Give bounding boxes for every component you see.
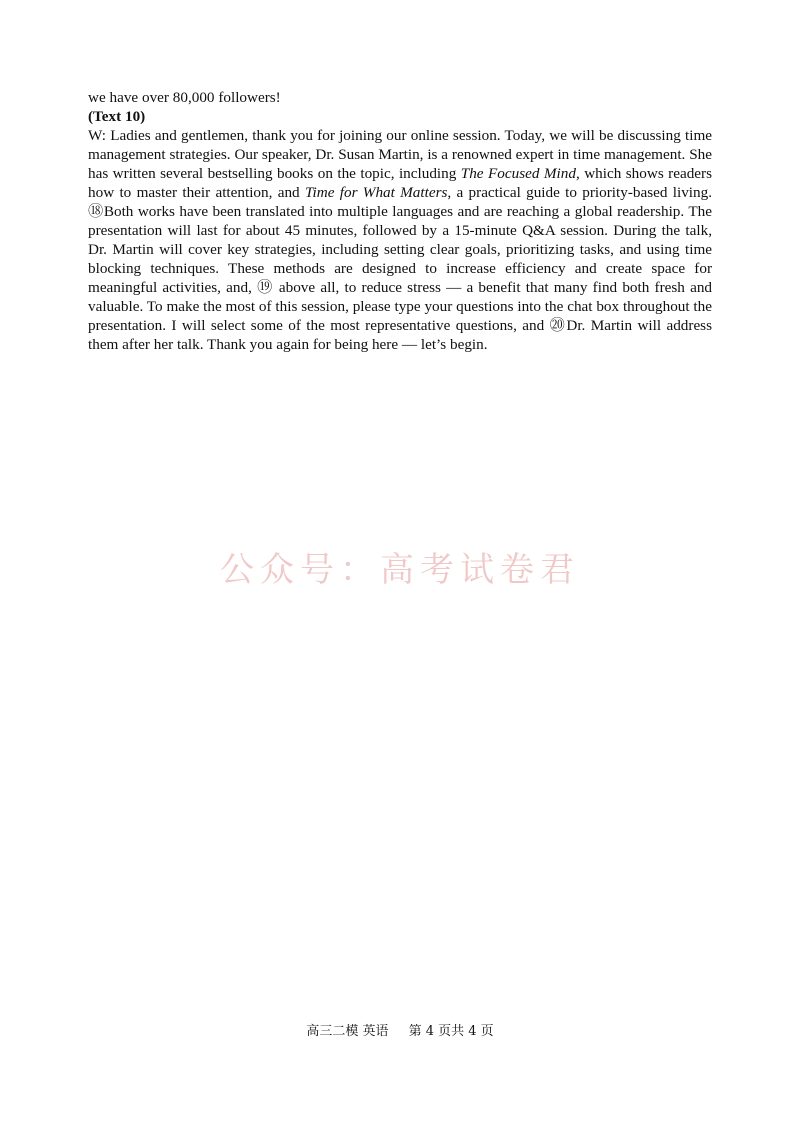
text-10-heading: (Text 10)	[88, 108, 146, 125]
paragraph-part-5: above all, to reduce stress — a benefit that many find both fresh and valuable. To make the most of this session, please type your questions into the chat box throughout the presentation. I will select some of the most representative questions, and	[88, 279, 713, 334]
book-title-time-for-what-matters: Time for What Matters	[304, 184, 448, 201]
question-marker-20: ⑳	[549, 317, 567, 334]
paragraph-part-3: , a practical guide to priority-based living.	[447, 184, 712, 201]
document-body	[88, 88, 712, 354]
book-title-focused-mind: The Focused Mind	[460, 165, 576, 182]
opening-line: we have over 80,000 followers!	[88, 89, 281, 106]
watermark-text: 公众号：高考试卷君	[220, 550, 580, 590]
footer-page-number: 第 4 页共 4 页	[408, 1024, 494, 1039]
footer-exam-label: 高三二模 英语	[306, 1024, 389, 1039]
text-10-paragraph	[88, 126, 712, 354]
paragraph-part-2: , which shows readers how to master their attention, and	[88, 165, 713, 201]
question-marker-19: ⑲	[257, 279, 274, 296]
paragraph-part-1: W: Ladies and gentlemen, thank you for joining our online session. Today, we will be discussing time management strategies. Our speaker, Dr. Susan Martin, is a renowned expert in time management. She has written several bestselling books on the topic, including	[88, 127, 712, 182]
paragraph-part-6: Dr. Martin will address them after her talk. Thank you again for being here — let’s begin.	[88, 317, 713, 353]
paragraph-part-4: Both works have been translated into multiple languages and are reaching a global readership. The presentation will last for about 45 minutes, followed by a 15-minute Q&A session. During the talk, Dr. Martin will cover key strategies, including setting clear goals, prioritizing tasks, and using time blocking techniques. These methods are designed to increase efficiency and create space for meaningful activities, and,	[88, 203, 712, 296]
question-marker-18: ⑱	[88, 203, 104, 220]
page-footer	[0, 1020, 800, 1039]
